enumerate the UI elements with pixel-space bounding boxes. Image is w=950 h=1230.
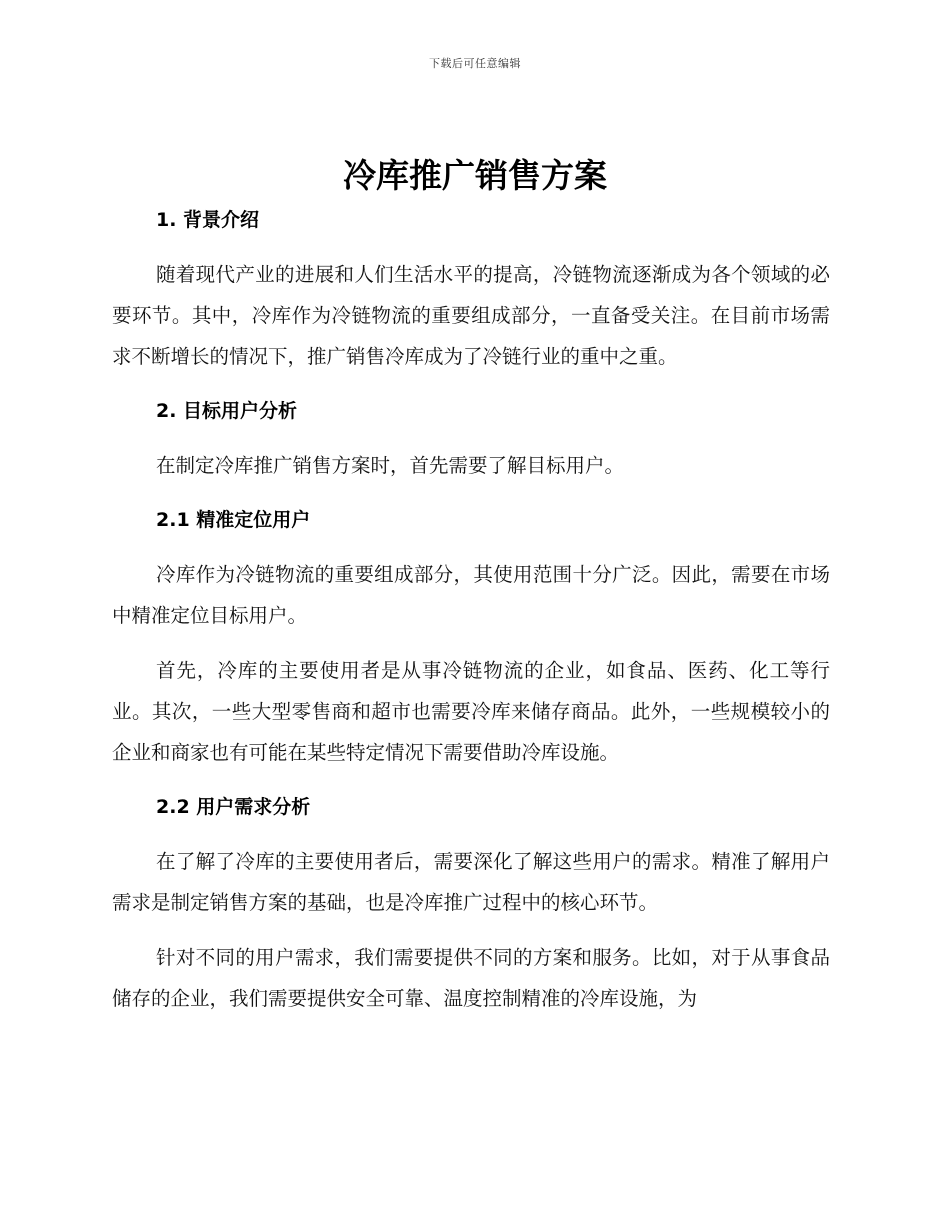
document-body xyxy=(112,200,830,1019)
paragraph-target-users: 在制定冷库推广销售方案时，首先需要了解目标用户。 xyxy=(156,454,625,477)
document-title: 冷库推广销售方案 xyxy=(343,156,607,195)
section-heading-background: 1. 背景介绍 xyxy=(156,209,260,231)
section-heading-precise-positioning: 2.1 精准定位用户 xyxy=(156,509,311,531)
paragraph-user-needs-1: 在了解了冷库的主要使用者后，需要深化了解这些用户的需求。精准了解用户需求是制定销售方案的基础，也是冷库推广过程中的核心环节。 xyxy=(112,850,830,914)
section-heading-user-needs: 2.2 用户需求分析 xyxy=(156,796,311,818)
header-note: 下载后可任意编辑 xyxy=(429,57,521,70)
section-heading-target-users: 2. 目标用户分析 xyxy=(156,400,298,422)
paragraph-background: 随着现代产业的进展和人们生活水平的提高，冷链物流逐渐成为各个领域的必要环节。其中，冷库作为冷链物流的重要组成部分，一直备受关注。在目前市场需求不断增长的情况下，推广销售冷库成为了冷链行业的重中之重。 xyxy=(112,263,830,368)
paragraph-user-needs-2: 针对不同的用户需求，我们需要提供不同的方案和服务。比如，对于从事食品储存的企业，我们需要提供安全可靠、温度控制精准的冷库设施，为 xyxy=(112,946,830,1010)
paragraph-positioning-2: 首先，冷库的主要使用者是从事冷链物流的企业，如食品、医药、化工等行业。其次，一些大型零售商和超市也需要冷库来储存商品。此外，一些规模较小的企业和商家也有可能在某些特定情况下需要借助冷库设施。 xyxy=(112,659,830,764)
paragraph-positioning-1: 冷库作为冷链物流的重要组成部分，其使用范围十分广泛。因此，需要在市场中精准定位目标用户。 xyxy=(112,563,830,627)
